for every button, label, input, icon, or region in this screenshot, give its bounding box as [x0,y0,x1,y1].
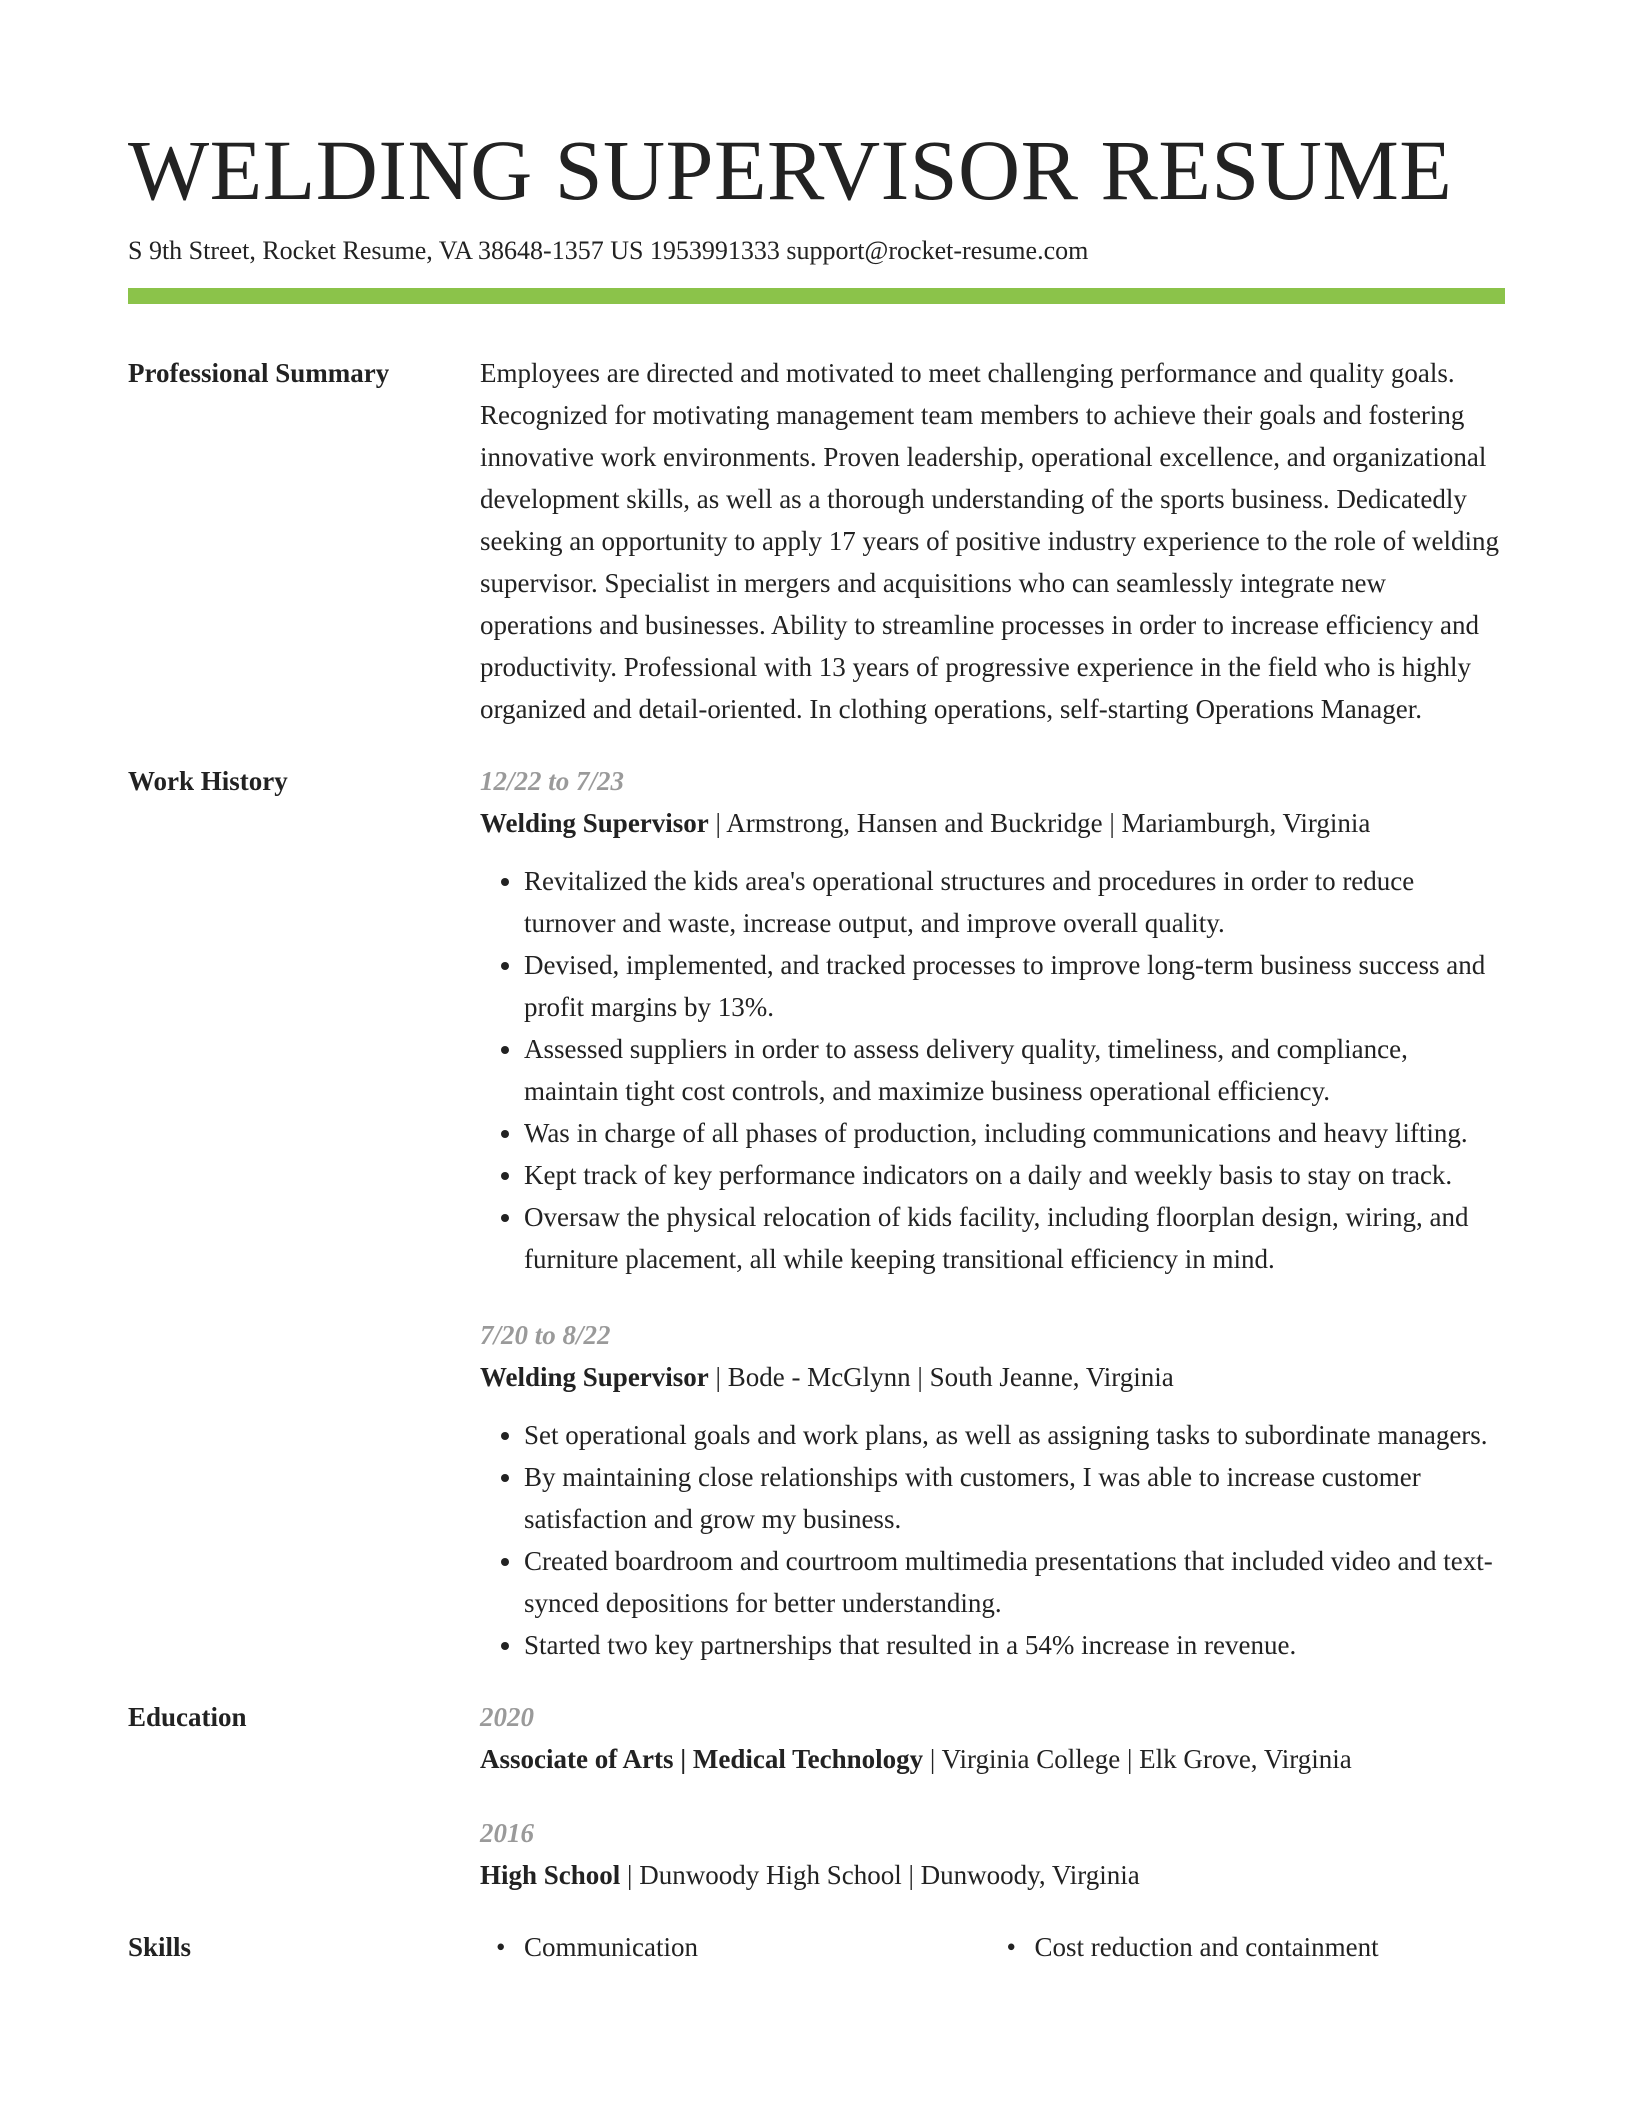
job-bullet: • Devised, implemented, and tracked processes to improve long-term business success and profit margins by 13%. [524,944,1505,1028]
education-details: | Dunwoody High School | Dunwoody, Virginia [620,1860,1140,1890]
job-dates: 7/20 to 8/22 [480,1320,611,1350]
education-body [480,1696,1505,1896]
job-entry [480,760,1505,1280]
summary-heading: Professional Summary [128,358,390,388]
work-history-body [480,760,1505,1666]
job-bullet: • By maintaining close relationships with customers, I was able to increase customer satisfaction and grow my business. [524,1456,1505,1540]
skills-list [480,1926,1505,1968]
education-line [480,1854,1505,1896]
skills-body [480,1926,1505,1968]
education-line [480,1738,1505,1780]
education-section [128,1696,1505,1896]
job-bullet: • Created boardroom and courtroom multimedia presentations that included video and text-synced depositions for better understanding. [524,1540,1505,1624]
job-bullet: • Started two key partnerships that resulted in a 54% increase in revenue. [524,1624,1505,1666]
header-divider [128,288,1505,304]
contact-info: S 9th Street, Rocket Resume, VA 38648-1357 US 1953991333 support@rocket-resume.com [128,236,1089,265]
job-role-line [480,1356,1505,1398]
job-bullet: • Set operational goals and work plans, as well as assigning tasks to subordinate managers. [524,1414,1505,1456]
job-details: | Bode - McGlynn | South Jeanne, Virginia [708,1362,1174,1392]
skill-item: • Cost reduction and containment [1035,1926,1506,1968]
education-entry [480,1696,1505,1780]
skills-section [128,1926,1505,1968]
job-bullet: • Assessed suppliers in order to assess delivery quality, timeliness, and compliance, maintain tight cost controls, and maximize business operational efficiency. [524,1028,1505,1112]
job-dates: 12/22 to 7/23 [480,766,625,796]
job-role-line [480,802,1505,844]
education-degree: Associate of Arts | Medical Technology [480,1744,924,1774]
education-degree: High School [480,1860,621,1890]
job-title: Welding Supervisor [480,1362,709,1392]
job-bullets [480,1414,1505,1666]
job-bullet: • Kept track of key performance indicators on a daily and weekly basis to stay on track. [524,1154,1505,1196]
education-heading: Education [128,1702,247,1732]
education-year: 2020 [480,1702,534,1732]
job-title: Welding Supervisor [480,808,709,838]
education-details: | Virginia College | Elk Grove, Virginia [923,1744,1352,1774]
resume-page [128,118,1505,1968]
job-bullets [480,860,1505,1280]
summary-body [480,352,1505,730]
job-bullet: • Oversaw the physical relocation of kids facility, including floorplan design, wiring, and furniture placement, all while keeping transitional efficiency in mind. [524,1196,1505,1280]
skills-heading: Skills [128,1932,192,1962]
work-history-heading: Work History [128,766,288,796]
work-history-section [128,760,1505,1666]
education-entry [480,1812,1505,1896]
resume-title: WELDING SUPERVISOR RESUME [128,122,1453,218]
job-bullet: • Was in charge of all phases of production, including communications and heavy lifting. [524,1112,1505,1154]
job-bullet: • Revitalized the kids area's operational structures and procedures in order to reduce turnover and waste, increase output, and improve overall quality. [524,860,1505,944]
skill-item: • Communication [524,1926,995,1968]
summary-section [128,352,1505,730]
job-details: | Armstrong, Hansen and Buckridge | Mariamburgh, Virginia [708,808,1371,838]
summary-text: Employees are directed and motivated to meet challenging performance and quality goals. Recognized for motivating management team members to achieve their goals and fostering innovative work environments. Proven leadership, operational excellence, and organizational development skills, as well as a thorough understanding of the sports business. Dedicatedly seeking an opportunity to apply 17 years of positive industry experience to the role of welding supervisor. Specialist in mergers and acquisitions who can seamlessly integrate new operations and businesses. Ability to streamline processes in order to increase efficiency and productivity. Professional with 13 years of progressive experience in the field who is highly organized and detail-oriented. In clothing operations, self-starting Operations Manager. [480,358,1499,724]
education-year: 2016 [480,1818,534,1848]
job-entry [480,1314,1505,1666]
